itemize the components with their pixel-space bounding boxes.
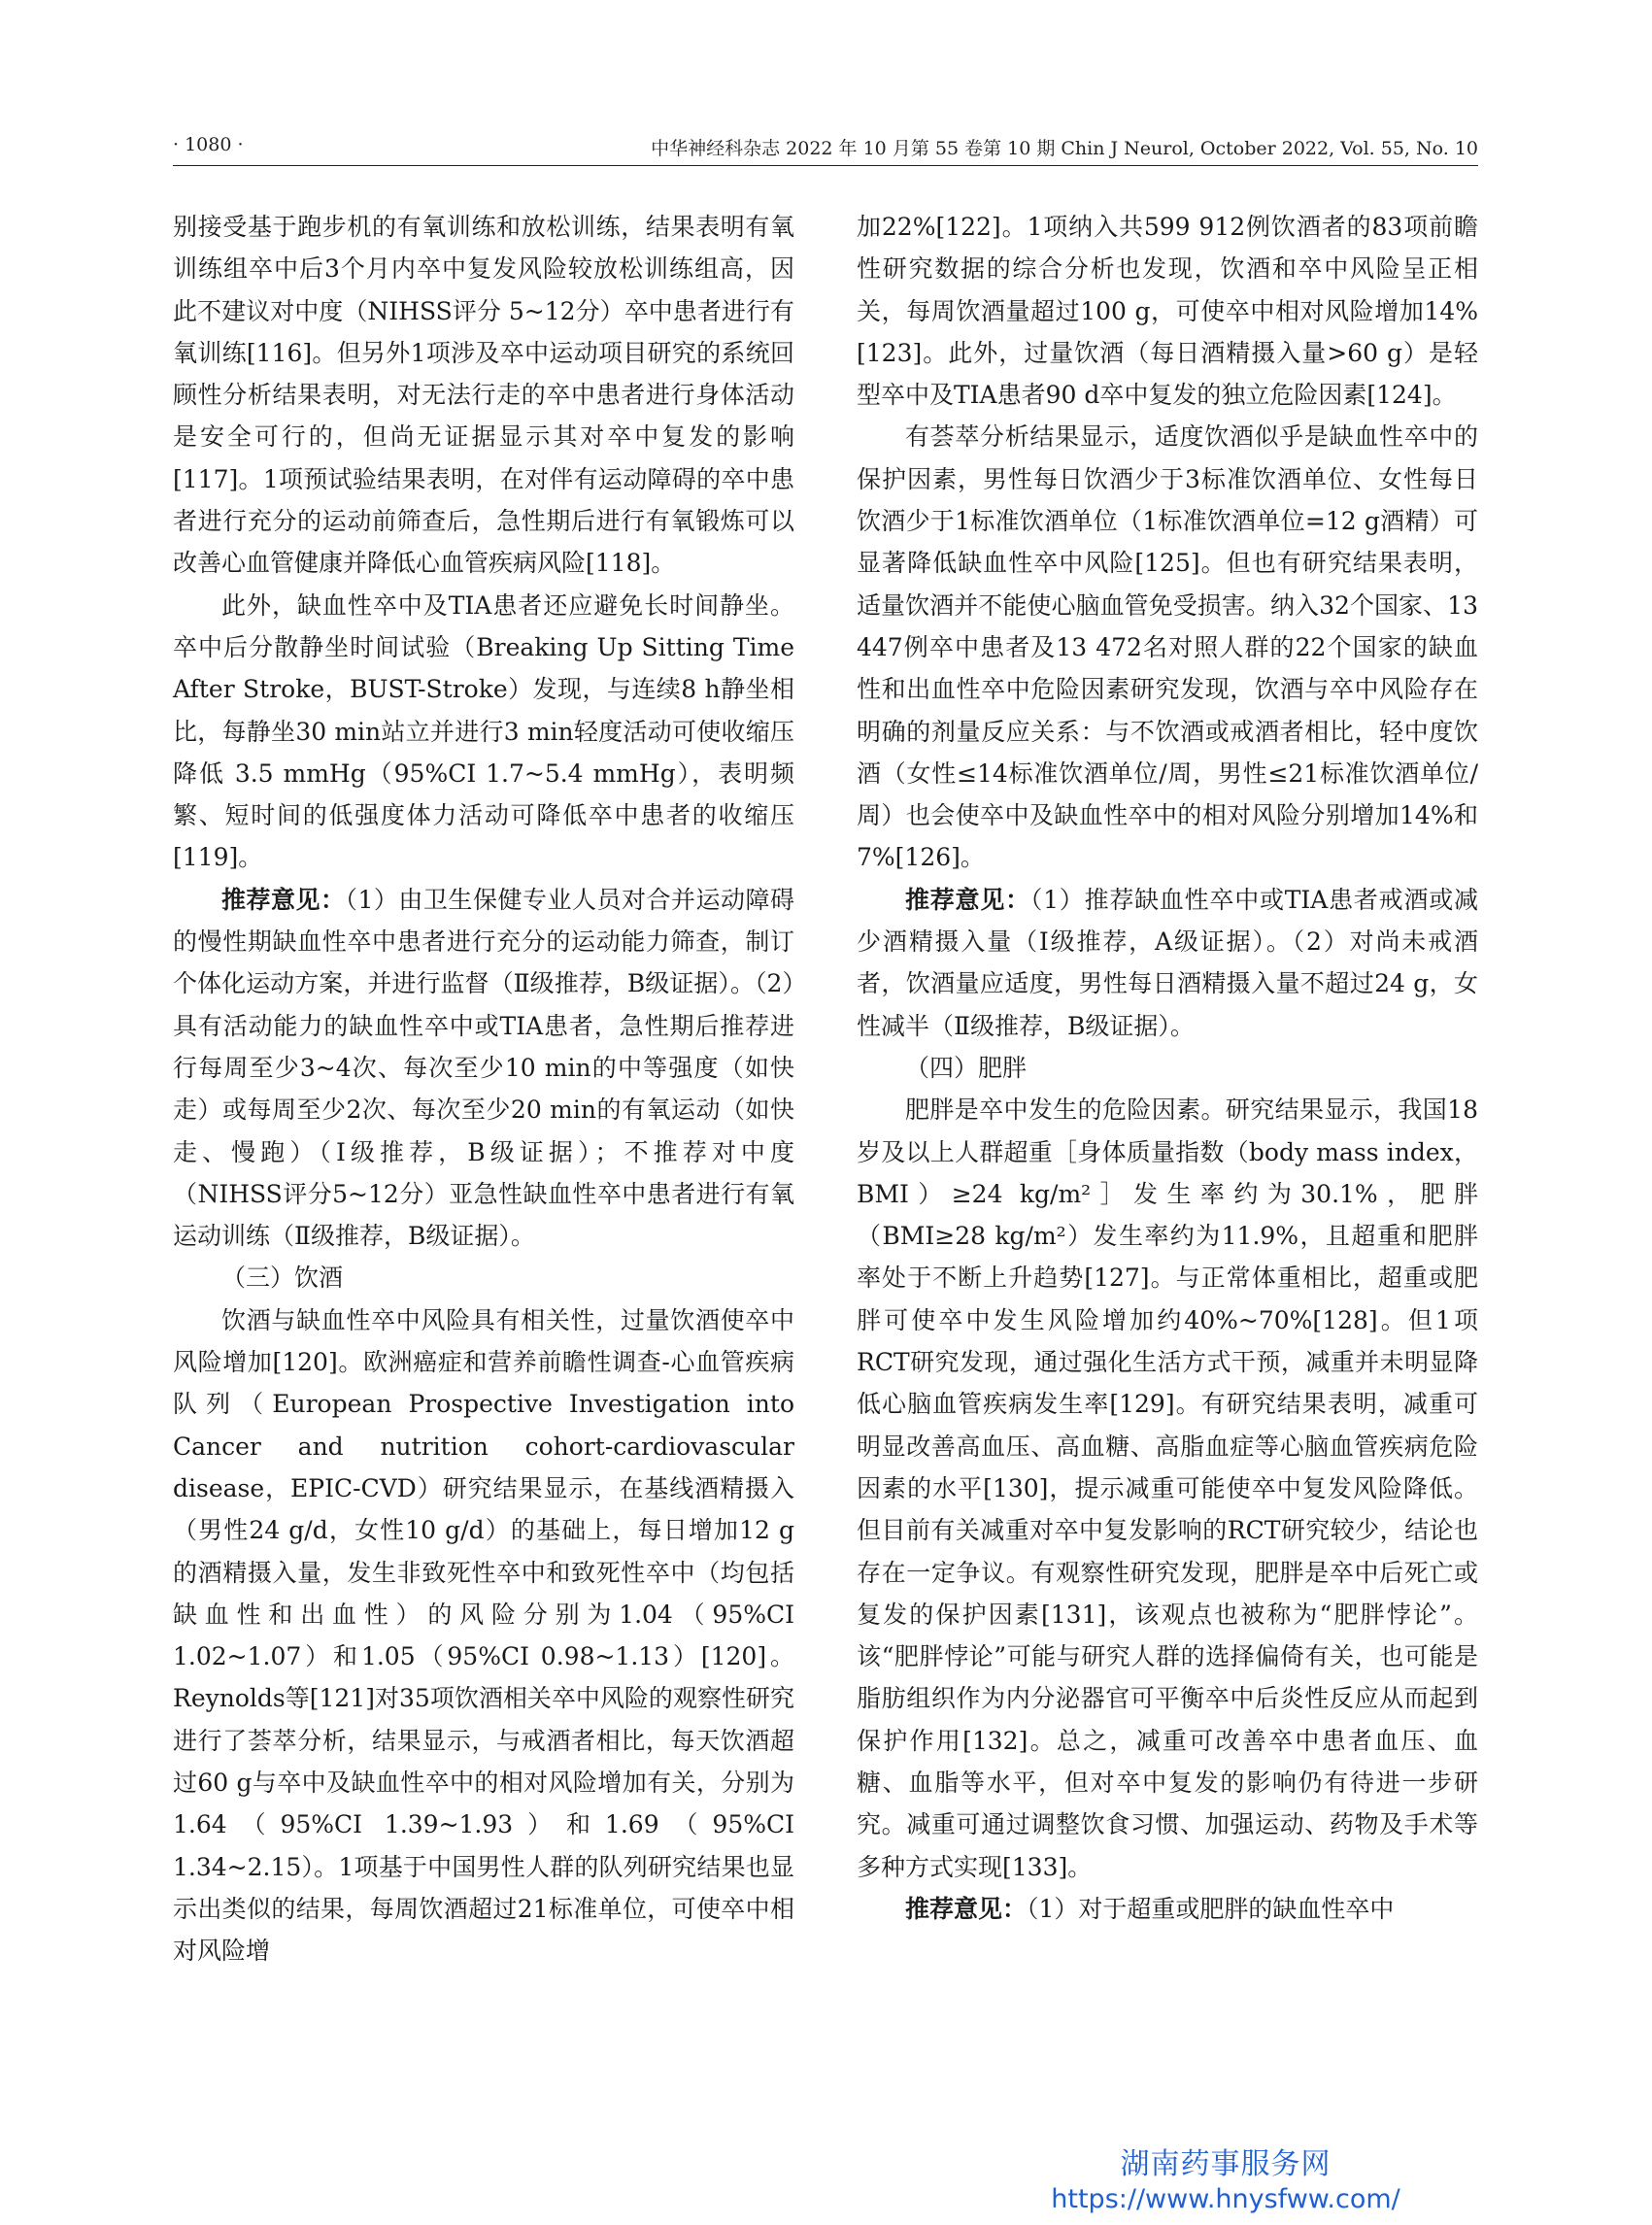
page-number: · 1080 · [173,134,244,155]
paragraph: 饮酒与缺血性卒中风险具有相关性，过量饮酒使卒中风险增加[120]。欧洲癌症和营养前瞻性调查-心血管疾病队列（European Prospective Investigation into Cancer and nutrition cohort-cardiovascular disease，EPIC-CVD）研究结果显示，在基线酒精摄入（男性24 g/d，女性10 g/d）的基础上，每日增加12 g的酒精摄入量，发生非致死性卒中和致死性卒中（均包括缺血性和出血性）的风险分别为1.04（95%CI 1.02~1.07）和1.05（95%CI 0.98~1.13）[120]。Reynolds等[121]对35项饮酒相关卒中风险的观察性研究进行了荟萃分析，结果显示，与戒酒者相比，每天饮酒超过60 g与卒中及缺血性卒中的相对风险增加有关，分别为1.64（95%CI 1.39~1.93）和1.69（95%CI 1.34~2.15）。1项基于中国男性人群的队列研究结果也显示出类似的结果，每周饮酒超过21标准单位，可使卒中相对风险增 [173,1305,794,1966]
paragraph: 加22%[122]。1项纳入共599 912例饮酒者的83项前瞻性研究数据的综合分析也发现，饮酒和卒中风险呈正相关，每周饮酒量超过100 g，可使卒中相对风险增加14%[123]。此外，过量饮酒（每日酒精摄入量>60 g）是轻型卒中及TIA患者90 d卒中复发的独立危险因素[124]。 [857,213,1478,410]
watermark-url[interactable]: https://www.hnysfww.com/ [1051,2184,1400,2214]
page-header [173,130,1478,166]
recommendation-paragraph [857,879,1478,1047]
recommendation-label: 推荐意见： [221,885,346,914]
recommendation-text: （1）对于超重或肥胖的缺血性卒中 [1027,1894,1395,1923]
recommendation-paragraph [857,1888,1478,1930]
recommendation-text: （1）由卫生保健专业人员对合并运动障碍的慢性期缺血性卒中患者进行充分的运动能力筛查，制订个体化运动方案，并进行监督（Ⅱ级推荐，B级证据）。（2）具有活动能力的缺血性卒中或TIA患者，急性期后推荐进行每周至少3~4次、每次至少10 min的中等强度（如快走）或每周至少2次、每次至少20 min的有氧运动（如快走、慢跑）（Ⅰ级推荐，B级证据）；不推荐对中度（NIHSS评分5~12分）亚急性缺血性卒中患者进行有氧运动训练（Ⅱ级推荐，B级证据）。 [173,885,794,1251]
paragraph: 此外，缺血性卒中及TIA患者还应避免长时间静坐。卒中后分散静坐时间试验（Breaking Up Sitting Time After Stroke，BUST-Stroke）发现，与连续8 h静坐相比，每静坐30 min站立并进行3 min轻度活动可使收缩压降低 3.5 mmHg（95%CI 1.7~5.4 mmHg），表明频繁、短时间的低强度体力活动可降低卒中患者的收缩压[119]。 [173,590,794,872]
recommendation-paragraph [173,879,794,1258]
section-heading-obesity: （四）肥胖 [905,1053,1028,1082]
watermark-site-name: 湖南药事服务网 [1120,2147,1332,2181]
section-heading-alcohol: （三）饮酒 [221,1264,344,1293]
right-column [857,206,1478,1930]
journal-citation: 中华神经科杂志 2022 年 10 月第 55 卷第 10 期 Chin J Neurol, October 2022, Vol. 55, No. 10 [651,138,1478,159]
paragraph: 肥胖是卒中发生的危险因素。研究结果显示，我国18岁及以上人群超重［身体质量指数（body mass index，BMI）≥24 kg/m²］发生率约为30.1%，肥胖（BMI≥28 kg/m²）发生率约为11.9%，且超重和肥胖率处于不断上升趋势[127]。与正常体重相比，超重或肥胖可使卒中发生风险增加约40%~70%[128]。但1项RCT研究发现，通过强化生活方式干预，减重并未明显降低心脑血管疾病发生率[129]。有研究结果表明，减重可明显改善高血压、高血糖、高脂血症等心脑血管疾病危险因素的水平[130]，提示减重可能使卒中复发风险降低。但目前有关减重对卒中复发影响的RCT研究较少，结论也存在一定争议。有观察性研究发现，肥胖是卒中后死亡或复发的保护因素[131]，该观点也被称为“肥胖悖论”。该“肥胖悖论”可能与研究人群的选择偏倚有关，也可能是脂肪组织作为内分泌器官可平衡卒中后炎性反应从而起到保护作用[132]。总之，减重可改善卒中患者血压、血糖、血脂等水平，但对卒中复发的影响仍有待进一步研究。减重可通过调整饮食习惯、加强运动、药物及手术等多种方式实现[133]。 [857,1096,1478,1881]
watermark [993,2146,1459,2216]
recommendation-text: （1）推荐缺血性卒中或TIA患者戒酒或减少酒精摄入量（Ⅰ级推荐，A级证据）。（2）对尚未戒酒者，饮酒量应适度，男性每日酒精摄入量不超过24 g，女性减半（Ⅱ级推荐，B级证据）。 [857,885,1478,1040]
paragraph: 别接受基于跑步机的有氧训练和放松训练，结果表明有氧训练组卒中后3个月内卒中复发风险较放松训练组高，因此不建议对中度（NIHSS评分 5~12分）卒中患者进行有氧训练[116]。但另外1项涉及卒中运动项目研究的系统回顾性分析结果表明，对无法行走的卒中患者进行身体活动是安全可行的，但尚无证据显示其对卒中复发的影响[117]。1项预试验结果表明，在对伴有运动障碍的卒中患者进行充分的运动前筛查后，急性期后进行有氧锻炼可以改善心血管健康并降低心血管疾病风险[118]。 [173,213,794,578]
paragraph: 有荟萃分析结果显示，适度饮酒似乎是缺血性卒中的保护因素，男性每日饮酒少于3标准饮酒单位、女性每日饮酒少于1标准饮酒单位（1标准饮酒单位=12 g酒精）可显著降低缺血性卒中风险[125]。但也有研究结果表明，适量饮酒并不能使心脑血管免受损害。纳入32个国家、13 447例卒中患者及13 472名对照人群的22个国家的缺血性和出血性卒中危险因素研究发现，饮酒与卒中风险存在明确的剂量反应关系：与不饮酒或戒酒者相比，轻中度饮酒（女性≤14标准饮酒单位/周，男性≤21标准饮酒单位/周）也会使卒中及缺血性卒中的相对风险分别增加14%和7%[126]。 [857,422,1478,872]
recommendation-label: 推荐意见： [905,1894,1028,1923]
recommendation-label: 推荐意见： [905,885,1030,914]
left-column [173,206,794,1972]
